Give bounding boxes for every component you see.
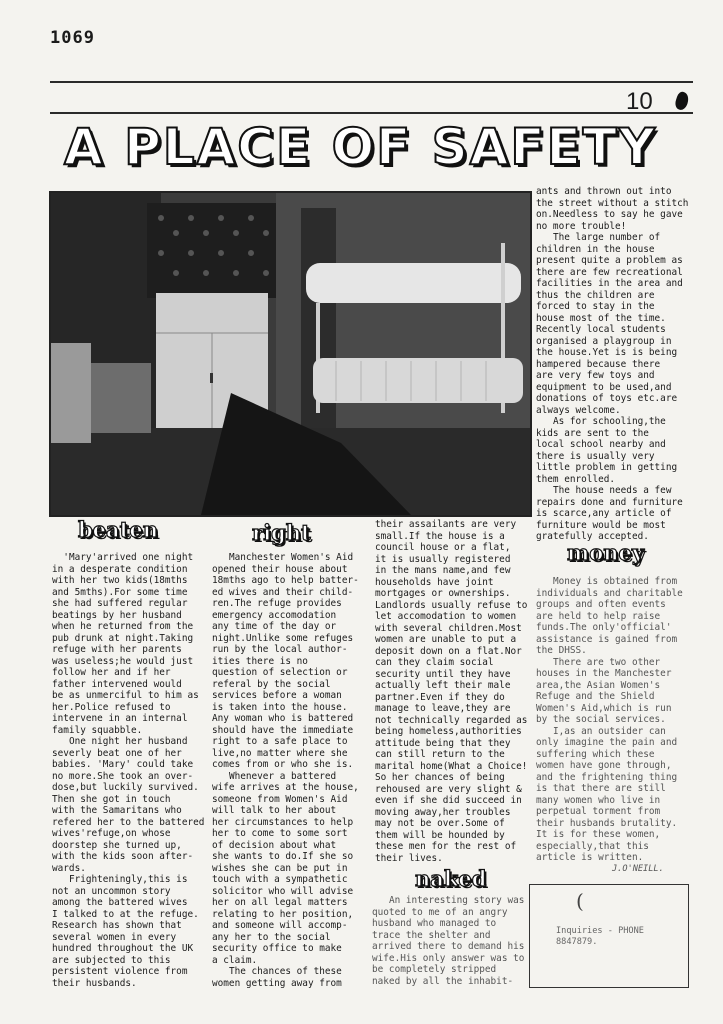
heading-right: right: [252, 520, 311, 545]
column-4-text: Money is obtained from individuals and charitable groups and often events are held to help raise funds.The only'official' assistance is gained from the DHSS. There are two other houses in the Manchester area,the Asian Women's Refuge and the Shield Women's Aid,which is run by the social services. I,as an outsider can only imagine the pain and suffering which these women have gone through, and the frightening thing is that there are still many women who live in perpetual torment from their husbands brutality. It is for these women, especially,that this article is written.: [536, 576, 683, 863]
heading-beaten: beaten: [78, 517, 158, 542]
column-3-text: their assailants are very small.If the house is a council house or a flat, it is usually registered in the mans name,and few households have joint mortgages or ownerships. Landlords usually refuse to let accomodation to women with several children.Most women are unable to put a deposit down on a flat.Nor can they claim social security until they have actually left their male partner.Even if they do manage to leave,they are not technically regarded as being homeless,authorities attitude being that they can still return to the marital home(What a Choice! So her chances of being rehoused are very slight & even if she did succeed in moving away,her troubles may not be over.Some of them will be hounded by these men for the rest of their lives.: [375, 519, 528, 864]
column-2-text: Manchester Women's Aid opened their house about 18mths ago to help batter- ed wives and their child- ren.The refuge provides emergency accomodation any time of the day or night.Unlike some refuges run by the local author- ities there is no question of selection or referal by the social services before a woman is taken into the house. Any woman who is battered should have the immediate right to a safe place to live,no matter where she comes from or who she is. Whenever a battered wife arrives at the house, someone from Women's Aid will talk to her about her circumstances to help her to come to some sort of decision about what she wants to do.If she so wishes she can be put in touch with a sympathetic solicitor who will advise her on all legal matters relating to her position, and someone will accomp- any her to the social security office to make a claim. The chances of these women getting away from: [212, 552, 359, 989]
heading-naked: naked: [415, 866, 487, 891]
column-right-top: ants and thrown out into the street without a stitch on.Needless to say he gave no more trouble! The large number of children in the house present quite a problem as there are few recreational facilities in the area and thus the children are forced to stay in the house most of the time. Recently local students organised a playgroup in the house.Yet is is being hampered because there are very few toys and equipment to be used,and donations of toys etc.are always welcome. As for schooling,the kids are sent to the local school nearby and there is usually very little problem in getting them enrolled. The house needs a few repairs done and furniture is scarce,any article of furniture would be most gratefully accepted.: [536, 186, 689, 542]
heading-money: money: [567, 540, 645, 565]
page-number: 1069: [50, 28, 95, 48]
column-3-bottom-text: An interesting story was quoted to me of an angry husband who managed to trace the shelter and arrived there to demand his wife.His only answer was to be completely stripped naked by all the inhabit-: [372, 895, 525, 987]
column-1-text: 'Mary'arrived one night in a desperate condition with her two kids(18mths and 5mths).For some time she had suffered regular beatings by her husband when he returned from the pub drunk at night.Taking refuge with her parents was useless;he would just follow her and if her father intervened would be as unmerciful to him as her.Police refused to intervene in an internal family squabble. One night her husband severly beat one of her babies. 'Mary' could take no more.She took an over- dose,but luckily survived. Then she got in touch with the Samaritans who refered her to the battered wives'refuge,on whose doorstep she turned up, with the kids soon after- wards. Frighteningly,this is not an uncommon story among the battered wives I talked to at the refuge. Research has shown that several women in every hundred throughout the UK are subjected to this persistent violence from their husbands.: [52, 552, 205, 989]
refuge-room-photo: [49, 191, 532, 517]
inquiries-text: Inquiries - PHONE 8847879.: [556, 926, 644, 947]
author-signature: J.O'NEILL.: [612, 864, 664, 874]
inquiries-mark-icon: (: [576, 889, 584, 913]
ink-blot-mark: [674, 91, 691, 112]
page-title: A PLACE OF SAFETY: [64, 118, 657, 176]
top-rule: [50, 81, 693, 83]
header-rule: [50, 112, 693, 114]
issue-number: 10: [626, 88, 653, 115]
